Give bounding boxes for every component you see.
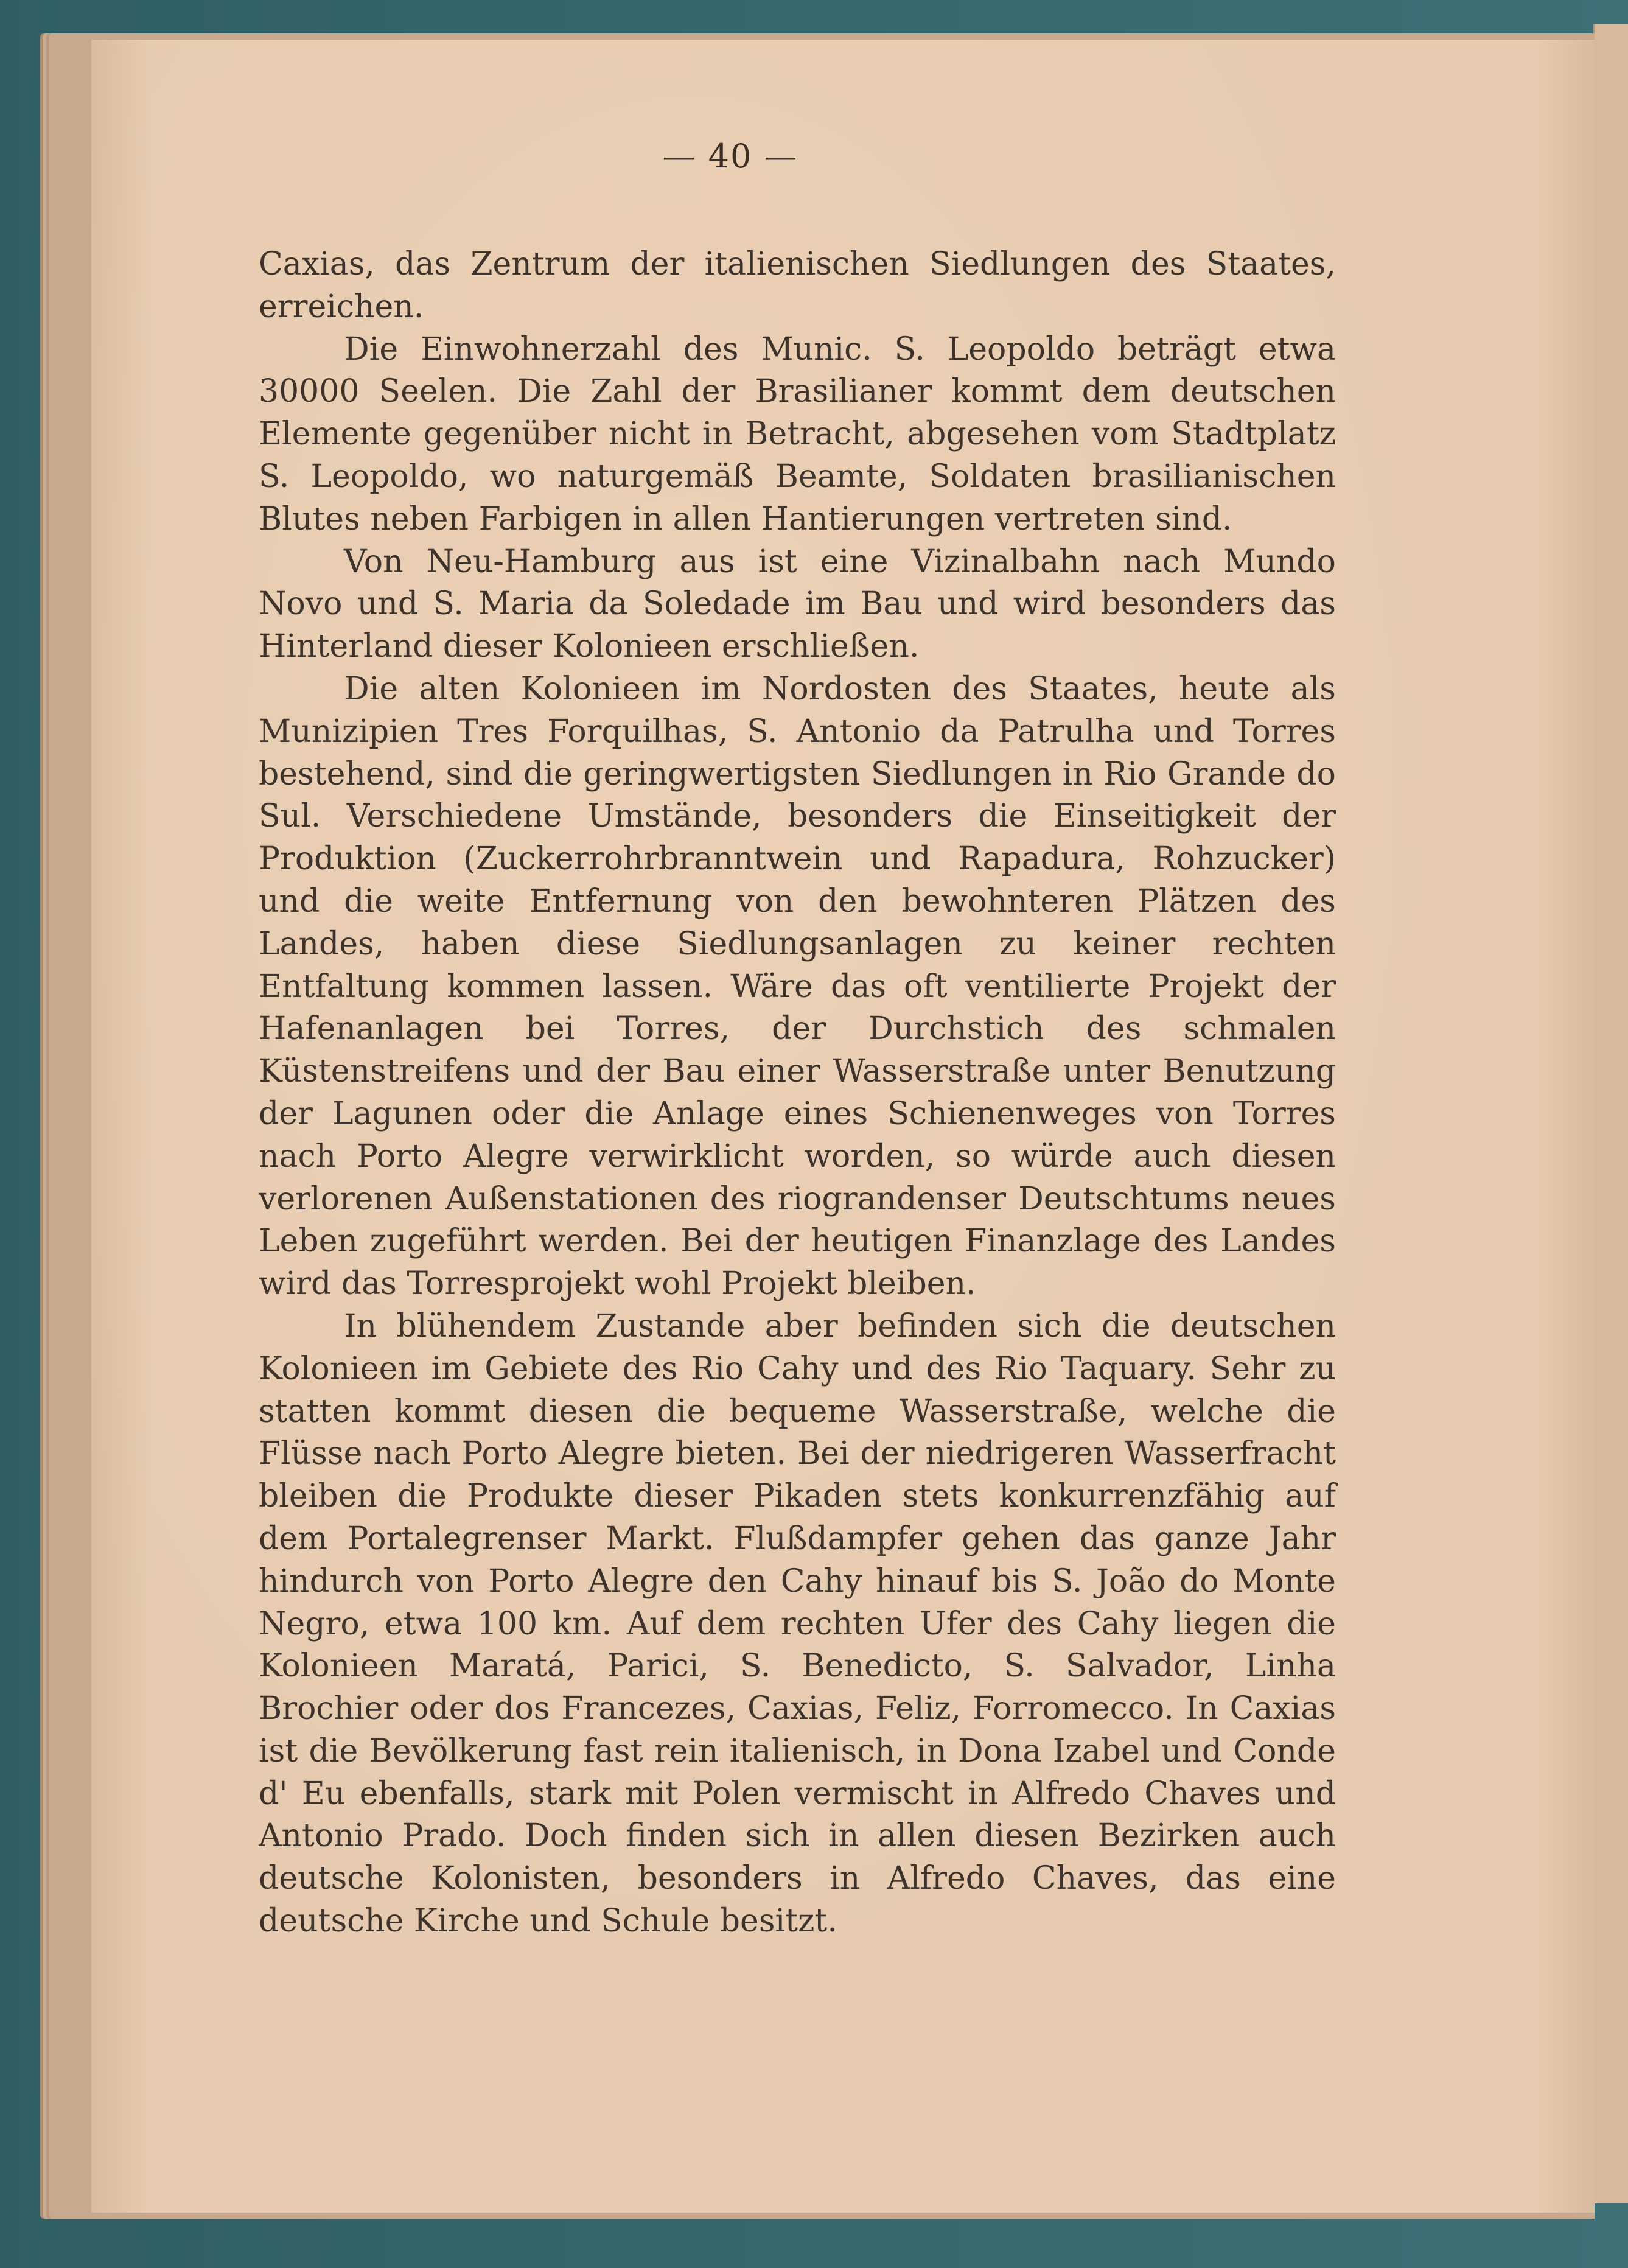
facing-page-edge — [1593, 24, 1628, 2203]
body-text — [259, 243, 1336, 1943]
paragraph: Caxias, das Zentrum der italienischen Siedlungen des Staates, erreichen. — [259, 246, 1336, 325]
paragraph: In blühendem Zustande aber befinden sich die deutschen Kolonieen im Gebiete des Rio Cahy und des Rio Taquary. Sehr zu statten kommt diesen die bequeme Wasserstraße, welche die Flüsse nach Porto Alegre bieten. Bei der niedrigeren Wasserfracht bleiben die Produkte dieser Pikaden stets konkurrenzfähig auf dem Portalegrenser Markt. Flußdampfer gehen das ganze Jahr hindurch von Porto Alegre den Cahy hinauf bis S. João do Monte Negro, etwa 100 km. Auf dem rechten Ufer des Cahy liegen die Kolonieen Maratá, Parici, S. Benedicto, S. Salvador, Linha Brochier oder dos Francezes, Caxias, Feliz, Forromecco. In Caxias ist die Bevölkerung fast rein italienisch, in Dona Izabel und Conde d' Eu ebenfalls, stark mit Polen vermischt in Alfredo Chaves und Antonio Prado. Doch finden sich in allen diesen Bezirken auch deutsche Kolonisten, besonders in Alfredo Chaves, das eine deutsche Kirche und Schule besitzt. — [259, 1307, 1336, 1940]
paragraph: Die alten Kolonieen im Nordosten des Staates, heute als Munizipien Tres Forquilhas, S. Antonio da Patrulha und Torres bestehend, sind die geringwertigsten Siedlungen in Rio Grande do Sul. Verschiedene Umstände, besonders die Einseitigkeit der Produktion (Zuckerrohrbranntwein und Rapadura, Rohzucker) und die weite Entfernung von den bewohnteren Plätzen des Landes, haben diese Siedlungsanlagen zu keiner rechten Entfaltung kommen lassen. Wäre das oft ventilierte Projekt der Hafenanlagen bei Torres, der Durchstich des schmalen Küstenstreifens und der Bau einer Wasserstraße unter Benutzung der Lagunen oder die Anlage eines Schienenweges von Torres nach Porto Alegre verwirklicht worden, so würde auch diesen verlorenen Außenstationen des riograndenser Deutschtums neues Leben zugeführt werden. Bei der heutigen Finanzlage des Landes wird das Torresprojekt wohl Projekt bleiben. — [259, 670, 1336, 1303]
paragraph: Von Neu-Hamburg aus ist eine Vizinalbahn nach Mundo Novo und S. Maria da Soledade im Bau und wird besonders das Hinterland dieser Kolonieen erschließen. — [259, 543, 1336, 665]
page-number: — 40 — — [662, 137, 798, 175]
paragraph: Die Einwohnerzahl des Munic. S. Leopoldo beträgt etwa 30000 Seelen. Die Zahl der Brasilianer kommt dem deutschen Elemente gegenüber nicht in Betracht, abgesehen vom Stadtplatz S. Leopoldo, wo naturgemäß Beamte, Soldaten brasilianischen Blutes neben Farbigen in allen Hantierungen vertreten sind. — [259, 331, 1336, 537]
